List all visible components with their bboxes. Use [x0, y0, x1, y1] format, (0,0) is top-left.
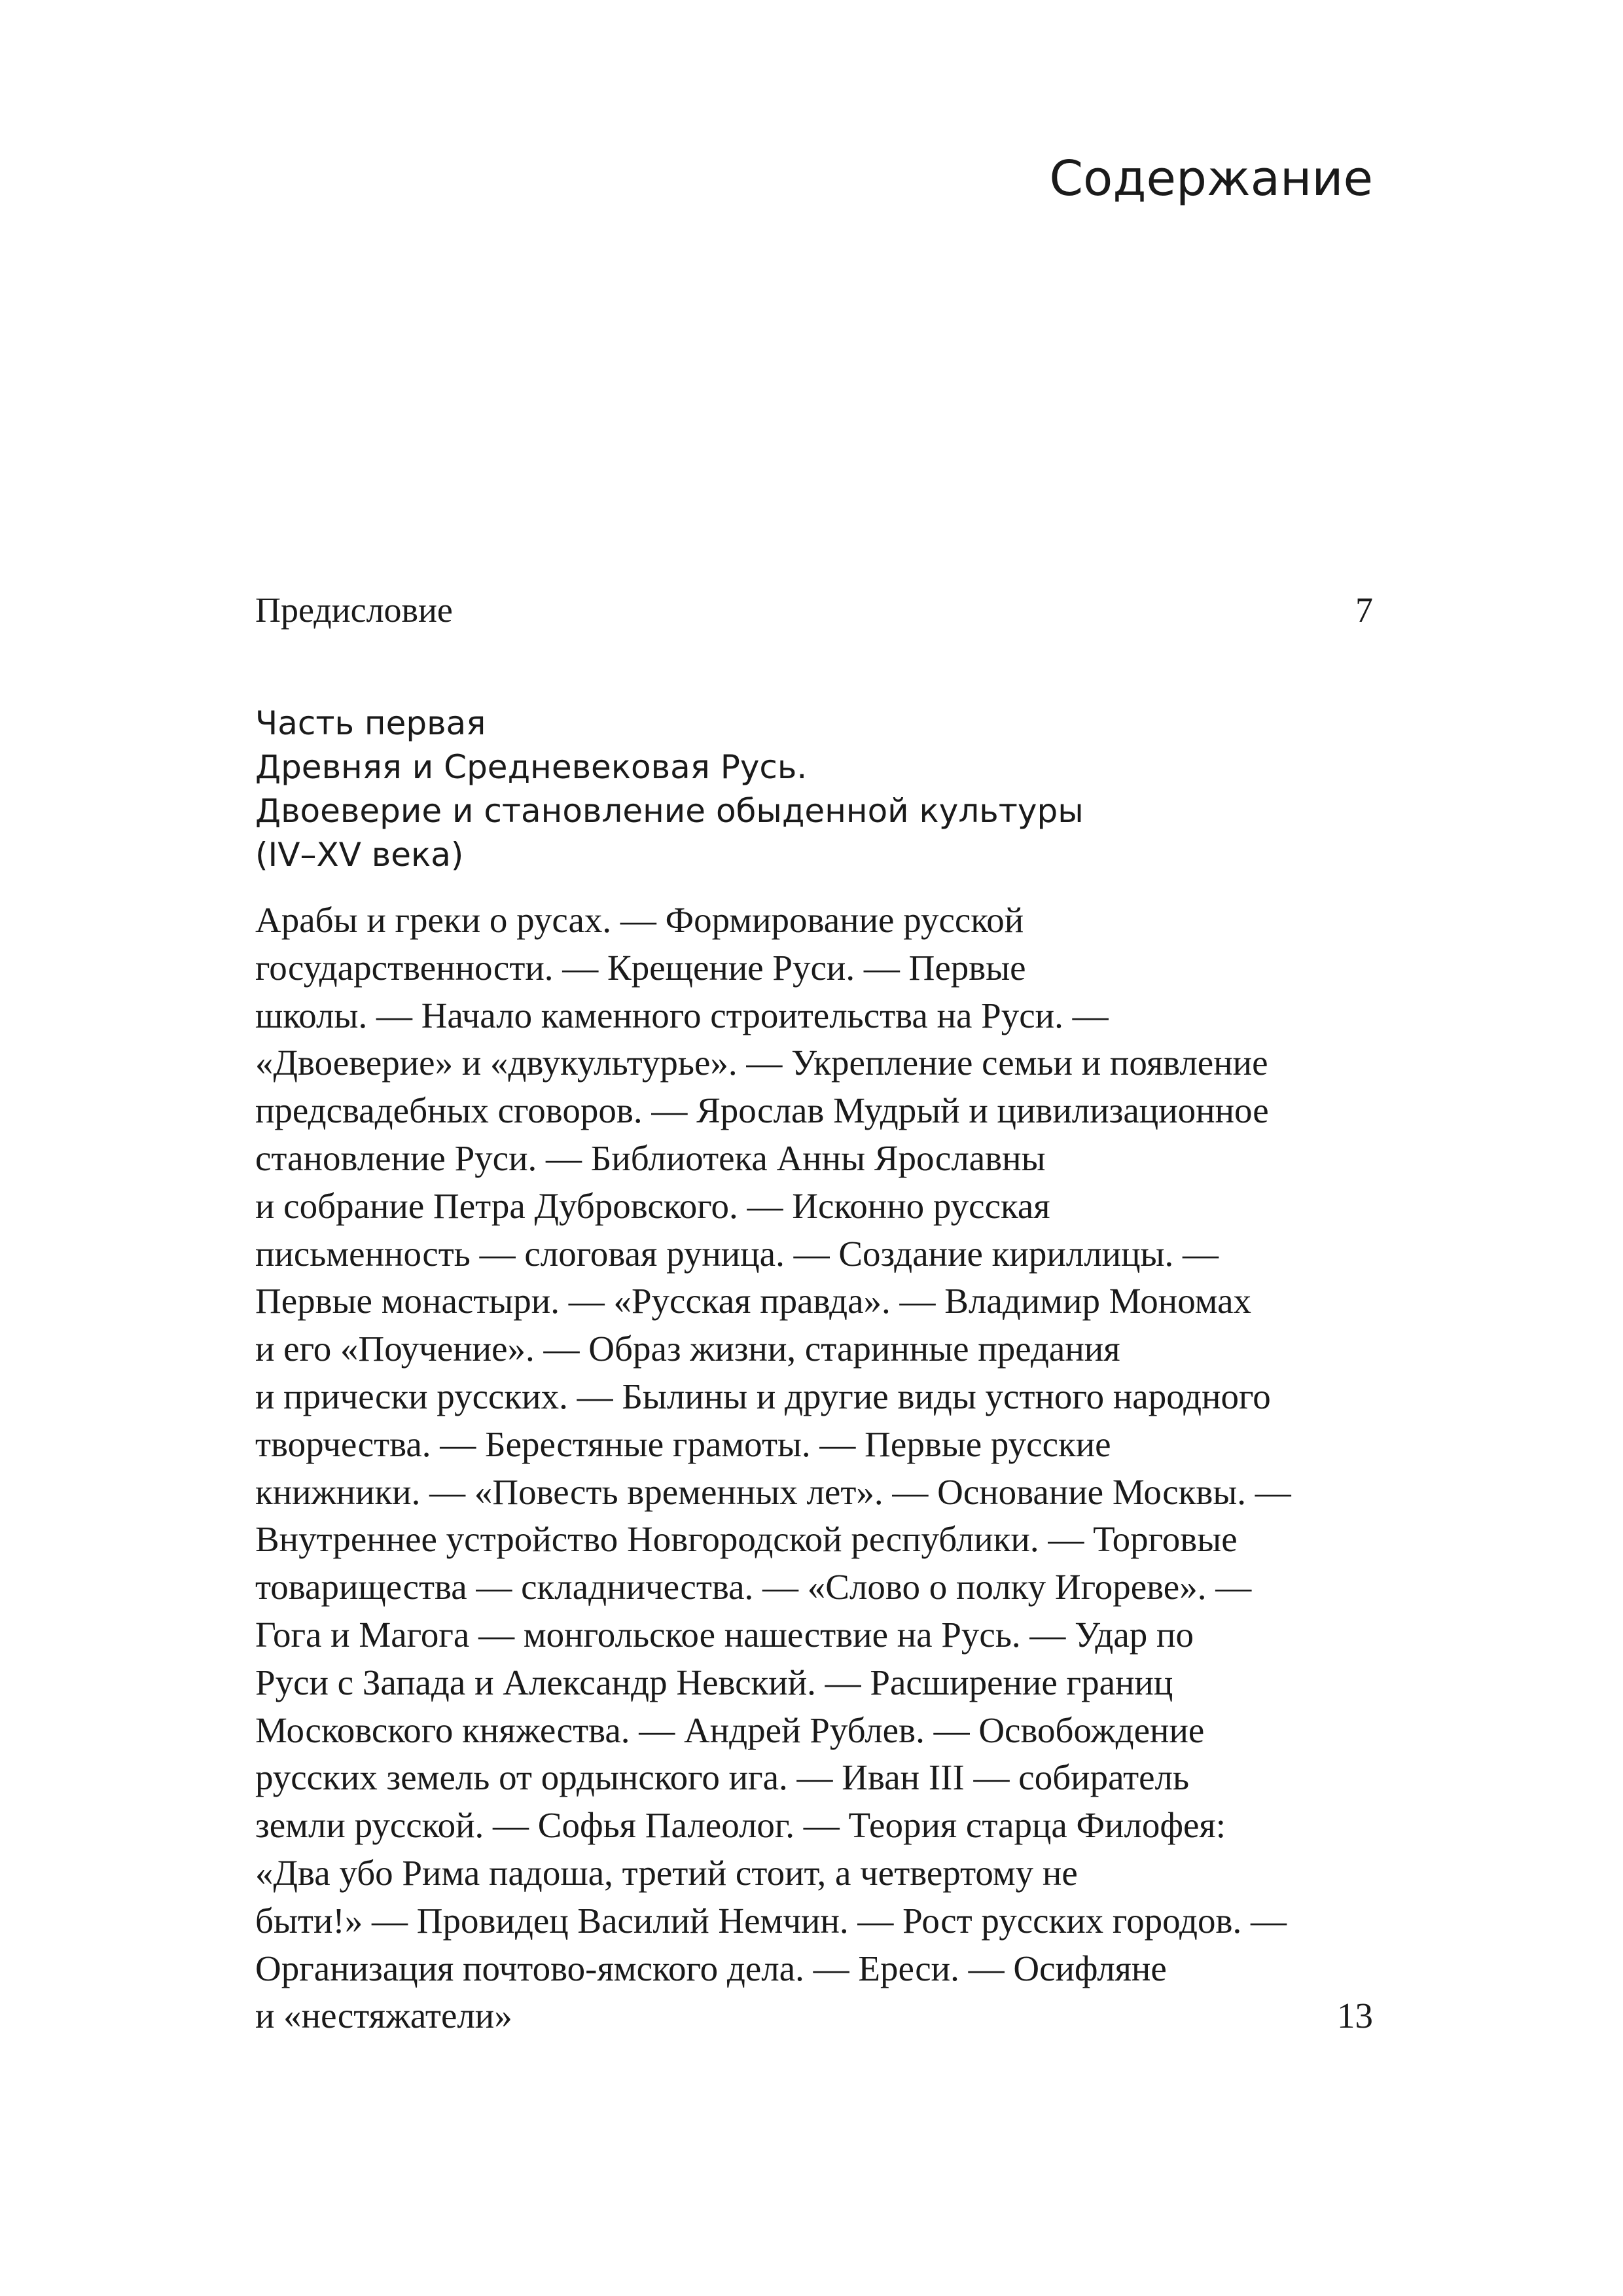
contents-line: товарищества — складничества. — «Слово о полку Игореве». —	[255, 1567, 1252, 1607]
contents-line: быти!» — Провидец Василий Немчин. — Рост русских городов. —	[255, 1900, 1287, 1941]
part-heading-line: Двоеверие и становление обыденной культуры	[255, 792, 1084, 830]
contents-line: школы. — Начало каменного строительства на Руси. —	[255, 995, 1109, 1035]
contents-line: и собрание Петра Дубровского. — Исконно русская	[255, 1185, 1050, 1226]
contents-line: Гога и Магога — монгольское нашествие на Русь. — Удар по	[255, 1614, 1194, 1655]
toc-page-number: 13	[1337, 1996, 1373, 2036]
page-title: Содержание	[1049, 151, 1373, 207]
contents-line: и «нестяжатели»	[255, 1996, 512, 2036]
contents-line: и прически русских. — Былины и другие виды устного народного	[255, 1376, 1271, 1416]
part-heading	[255, 702, 1373, 877]
contents-line: «Два убо Рима падоша, третий стоит, а четвертому не	[255, 1852, 1078, 1893]
contents-last-line[interactable]	[255, 1992, 1373, 2040]
part-heading-line: (IV–XV века)	[255, 836, 464, 874]
contents-line: «Двоеверие» и «двукультурье». — Укрепление семьи и появление	[255, 1043, 1268, 1083]
contents-line: Московского княжества. — Андрей Рублев. — Освобождение	[255, 1710, 1205, 1750]
contents-line: предсвадебных сговоров. — Ярослав Мудрый и цивилизационное	[255, 1090, 1269, 1131]
toc-page-number: 7	[1355, 590, 1373, 630]
contents-line: Внутреннее устройство Новгородской республики. — Торговые	[255, 1519, 1238, 1560]
contents-line: Арабы и греки о русах. — Формирование русской	[255, 900, 1024, 940]
contents-line: Руси с Запада и Александр Невский. — Расширение границ	[255, 1662, 1173, 1702]
contents-line: и его «Поучение». — Образ жизни, старинные предания	[255, 1329, 1120, 1369]
toc-entry-preface[interactable]	[255, 586, 1373, 634]
contents-line: государственности. — Крещение Руси. — Первые	[255, 947, 1026, 988]
part-heading-line: Древняя и Средневековая Русь.	[255, 748, 808, 786]
contents-line: письменность — слоговая руница. — Создание кириллицы. —	[255, 1233, 1219, 1274]
contents-line: становление Руси. — Библиотека Анны Ярославны	[255, 1138, 1046, 1178]
contents-line: творчества. — Берестяные грамоты. — Первые русские	[255, 1424, 1111, 1464]
toc-entry-label: Предисловие	[255, 590, 453, 630]
part-contents	[255, 897, 1373, 2040]
contents-line: русских земель от ордынского ига. — Иван III — собиратель	[255, 1757, 1190, 1798]
part-heading-line: Часть первая	[255, 704, 486, 742]
contents-line: земли русской. — Софья Палеолог. — Теория старца Филофея:	[255, 1805, 1226, 1846]
contents-line: книжники. — «Повесть временных лет». — Основание Москвы. —	[255, 1471, 1291, 1512]
contents-line: Первые монастыри. — «Русская правда». — Владимир Мономах	[255, 1281, 1252, 1321]
contents-line: Организация почтово-ямского дела. — Ереси. — Осифляне	[255, 1948, 1167, 1988]
